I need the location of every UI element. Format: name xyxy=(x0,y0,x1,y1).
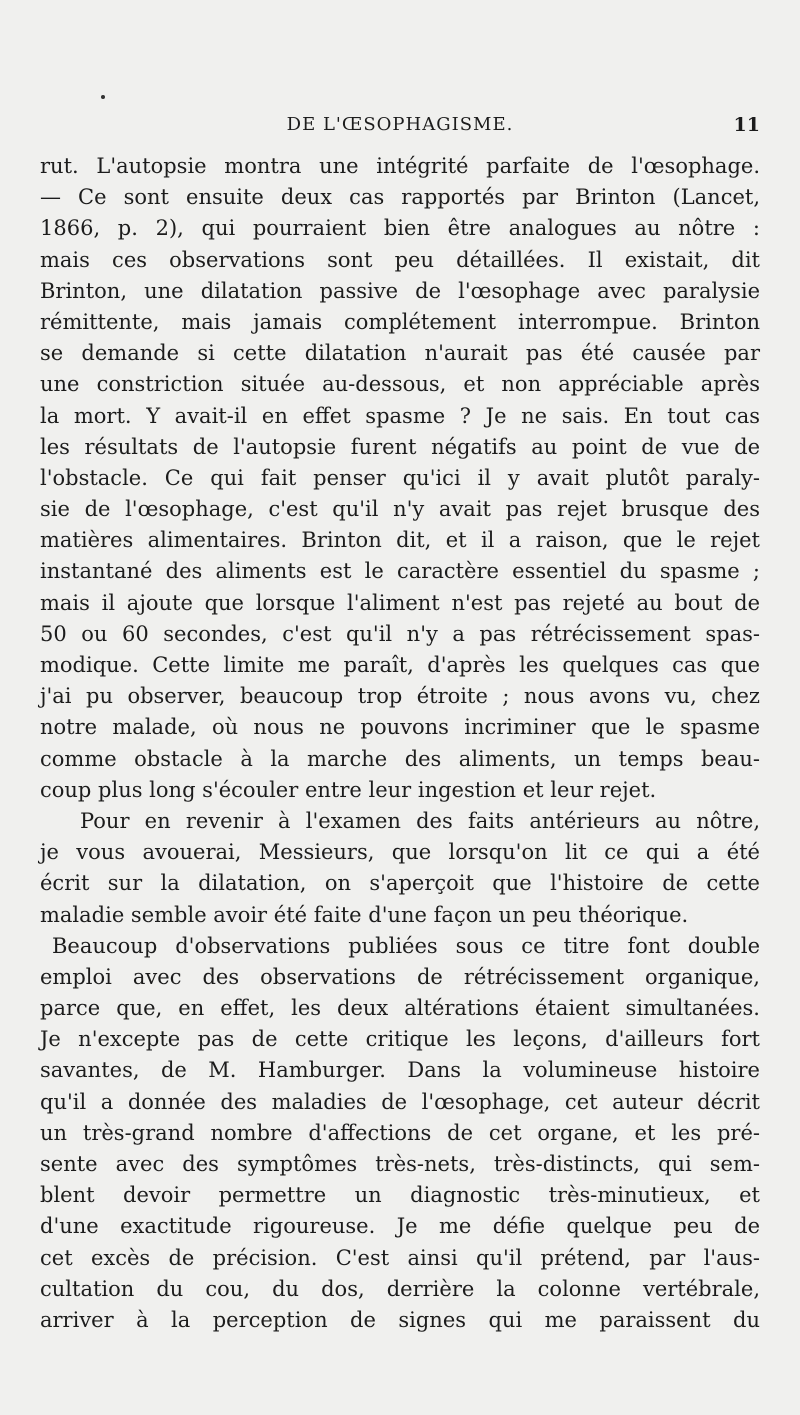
text-line: — Ce sont ensuite deux cas rapportés par Brinton (Lancet, xyxy=(40,185,760,210)
text-line: cet excès de précision. C'est ainsi qu'il prétend, par l'aus- xyxy=(40,1245,760,1270)
text-line: 50 ou 60 secondes, c'est qu'il n'y a pas rétrécissement spas- xyxy=(40,621,760,646)
text-line: Brinton, une dilatation passive de l'œsophage avec paralysie xyxy=(40,278,760,303)
text-line: Je n'excepte pas de cette critique les leçons, d'ailleurs fort xyxy=(40,1027,760,1052)
text-line: cultation du cou, du dos, derrière la colonne vertébrale, xyxy=(40,1276,760,1301)
text-line: je vous avouerai, Messieurs, que lorsqu'on lit ce qui a été xyxy=(40,840,760,865)
text-line: rut. L'autopsie montra une intégrité parfaite de l'œsophage. xyxy=(40,154,760,178)
text-line: la mort. Y avait-il en effet spasme ? Je ne sais. En tout cas xyxy=(40,403,760,428)
text-line: mais ces observations sont peu détaillées. Il existait, dit xyxy=(40,247,760,272)
text-line: maladie semble avoir été faite d'une façon un peu théorique. xyxy=(40,902,689,927)
body-text xyxy=(40,151,760,1336)
running-title: DE L'ŒSOPHAGISME. xyxy=(286,114,514,135)
text-line: notre malade, où nous ne pouvons incriminer que le spasme xyxy=(40,715,760,740)
text-line: sente avec des symptômes très-nets, très-distincts, qui sem- xyxy=(40,1152,760,1176)
text-line: coup plus long s'écouler entre leur ingestion et leur rejet. xyxy=(40,777,657,802)
page-number: 11 xyxy=(733,114,760,136)
text-line: se demande si cette dilatation n'aurait pas été causée par xyxy=(40,341,760,366)
ink-speck xyxy=(101,95,105,99)
text-line: instantané des aliments est le caractère essentiel du spasme ; xyxy=(40,559,760,584)
running-header xyxy=(40,114,760,142)
text-line: blent devoir permettre un diagnostic très-minutieux, et xyxy=(40,1183,760,1208)
text-line: emploi avec des observations de rétrécissement organique, xyxy=(40,964,760,989)
text-line: qu'il a donnée des maladies de l'œsophage, cet auteur décrit xyxy=(40,1089,760,1114)
text-line: Beaucoup d'observations publiées sous ce titre font double xyxy=(52,933,760,958)
text-line: savantes, de M. Hamburger. Dans la volumineuse histoire xyxy=(40,1058,760,1083)
text-line: une constriction située au-dessous, et non appréciable après xyxy=(40,372,760,397)
text-line: un très-grand nombre d'affections de cet organe, et les pré- xyxy=(40,1120,760,1145)
text-line: sie de l'œsophage, c'est qu'il n'y avait pas rejet brusque des xyxy=(40,497,760,522)
text-line: comme obstacle à la marche des aliments, un temps beau- xyxy=(40,746,760,771)
text-line: rémittente, mais jamais complétement interrompue. Brinton xyxy=(40,309,760,334)
text-line: 1866, p. 2), qui pourraient bien être analogues au nôtre : xyxy=(40,216,760,241)
text-line: arriver à la perception de signes qui me paraissent du xyxy=(40,1307,760,1332)
text-line: d'une exactitude rigoureuse. Je me défie quelque peu de xyxy=(40,1214,760,1239)
text-line: j'ai pu observer, beaucoup trop étroite ; nous avons vu, chez xyxy=(40,684,760,709)
text-line: modique. Cette limite me paraît, d'après les quelques cas que xyxy=(40,653,760,677)
text-line: parce que, en effet, les deux altérations étaient simultanées. xyxy=(40,996,760,1021)
text-line: matières alimentaires. Brinton dit, et il a raison, que le rejet xyxy=(40,528,760,553)
text-line: l'obstacle. Ce qui fait penser qu'ici il y avait plutôt paraly- xyxy=(40,465,760,490)
text-line: mais il ajoute que lorsque l'aliment n'est pas rejeté au bout de xyxy=(40,590,760,615)
text-line: les résultats de l'autopsie furent négatifs au point de vue de xyxy=(40,434,760,459)
text-line: écrit sur la dilatation, on s'aperçoit que l'histoire de cette xyxy=(40,871,760,896)
text-line: Pour en revenir à l'examen des faits antérieurs au nôtre, xyxy=(80,808,760,833)
